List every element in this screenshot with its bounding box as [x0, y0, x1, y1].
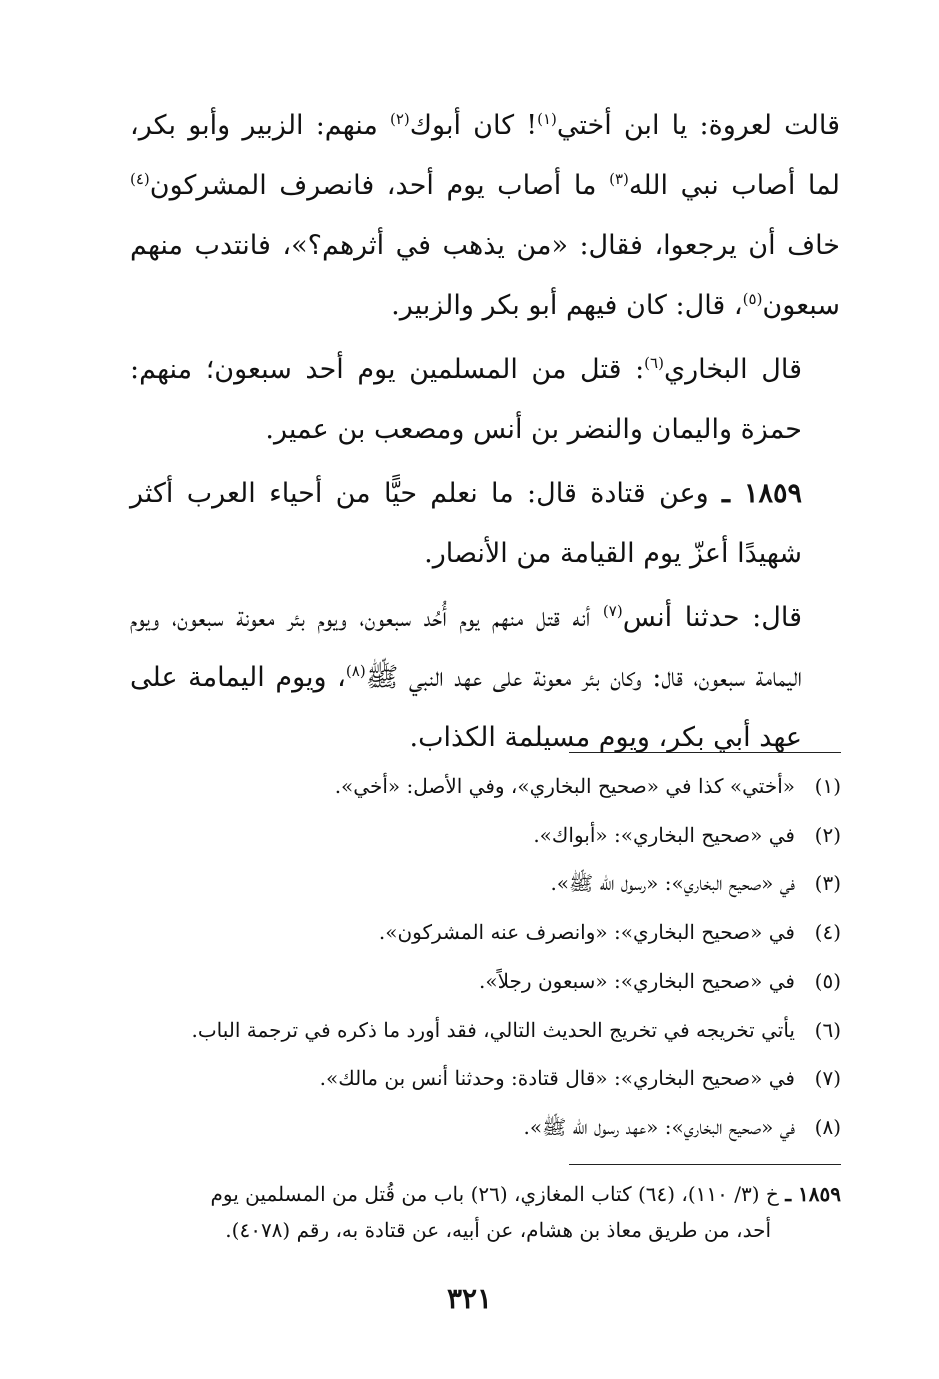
- footnote-marker[interactable]: (٨): [345, 662, 366, 680]
- footnote: (٥)في «صحيح البخاري»: «سبعون رجلاً».: [479, 968, 841, 993]
- footnote-marker[interactable]: (٣): [609, 170, 629, 188]
- footnote-marker[interactable]: (١): [537, 110, 557, 128]
- footnote: (٨)في «صحيح البخاري»: «عهد رسول الله ﷺ».: [523, 1114, 841, 1139]
- footnote-marker[interactable]: (٦): [644, 354, 664, 372]
- paragraph-1: قالت لعروة: يا ابن أختي$^{(١)}$! كان أبوك$^{(٢)}$ منهم: الزبير وأبو بكر، لما أصاب نبي الله$^{(٣)}$ ما أصاب يوم أحد، فانصرف المشركون$^{(٤)}$ خاف أن يرجعوا، فقال: «من يذهب في أثرهم؟»، فانتدب منهم سبعون$^{(٥)}$، قال: كان فيهم أبو بكر والزبير.: [130, 110, 840, 321]
- footnote-marker[interactable]: (٧): [602, 602, 623, 620]
- footnote-divider: [569, 752, 841, 753]
- source-divider: [569, 1164, 841, 1165]
- main-text: [130, 96, 840, 768]
- page-number: ٣٢١: [446, 1282, 493, 1315]
- footnote-marker[interactable]: (٤): [130, 170, 150, 188]
- paragraph-4: قال: حدثنا أنس$^{(٧)}$ أنه قتل منهم يوم أُحُد سبعون، ويوم بئر معونة سبعون، ويوم اليمامة سبعون، قال: وكان بئر معونة على عهد النبي ﷺ$^{(٨)}$، ويوم اليمامة على عهد أبي بكر، ويوم مسيلمة الكذاب.: [130, 602, 802, 753]
- footnote: (٣)في «صحيح البخاري»: «رسول الله ﷺ».: [550, 871, 841, 896]
- hadith-number: ١٨٥٩ ـ: [721, 478, 802, 509]
- footnote-marker[interactable]: (٢): [390, 110, 410, 128]
- footnote: (٧)في «صحيح البخاري»: «قال قتادة: وحدثنا أنس بن مالك».: [319, 1066, 841, 1091]
- hadith-1859: ١٨٥٩ ـ وعن قتادة قال: ما نعلم حيًّا من أحياء العرب أكثر شهيدًا أعزّ يوم القيامة من الأنصار.: [130, 478, 802, 569]
- footnotes: [130, 762, 841, 1152]
- footnote-marker[interactable]: (٥): [742, 290, 763, 308]
- paragraph-2: قال البخاري$^{(٦)}$: قتل من المسلمين يوم أحد سبعون؛ منهم: حمزة واليمان والنضر بن أنس ومصعب بن عمير.: [130, 354, 802, 445]
- footnote: (٤)في «صحيح البخاري»: «وانصرف عنه المشركون».: [378, 920, 841, 945]
- footnote: (١)«أختي» كذا في «صحيح البخاري»، وفي الأصل: «أخي».: [334, 774, 841, 798]
- footnote: (٢)في «صحيح البخاري»: «أبواك».: [533, 822, 841, 847]
- footnote: (٦)يأتي تخريجه في تخريج الحديث التالي، فقد أورد ما ذكره في ترجمة الباب.: [191, 1017, 841, 1042]
- source-number: ١٨٥٩ ـ: [785, 1182, 841, 1206]
- source-note: ١٨٥٩ ـ خ (٣/ ١١٠)، (٦٤) كتاب المغازي، (٢٦) باب من قُتل من المسلمين يوم أحد، من طريق معاذ بن هشام، عن أبيه، عن قتادة به، رقم (٤٠٧٨).: [210, 1182, 841, 1242]
